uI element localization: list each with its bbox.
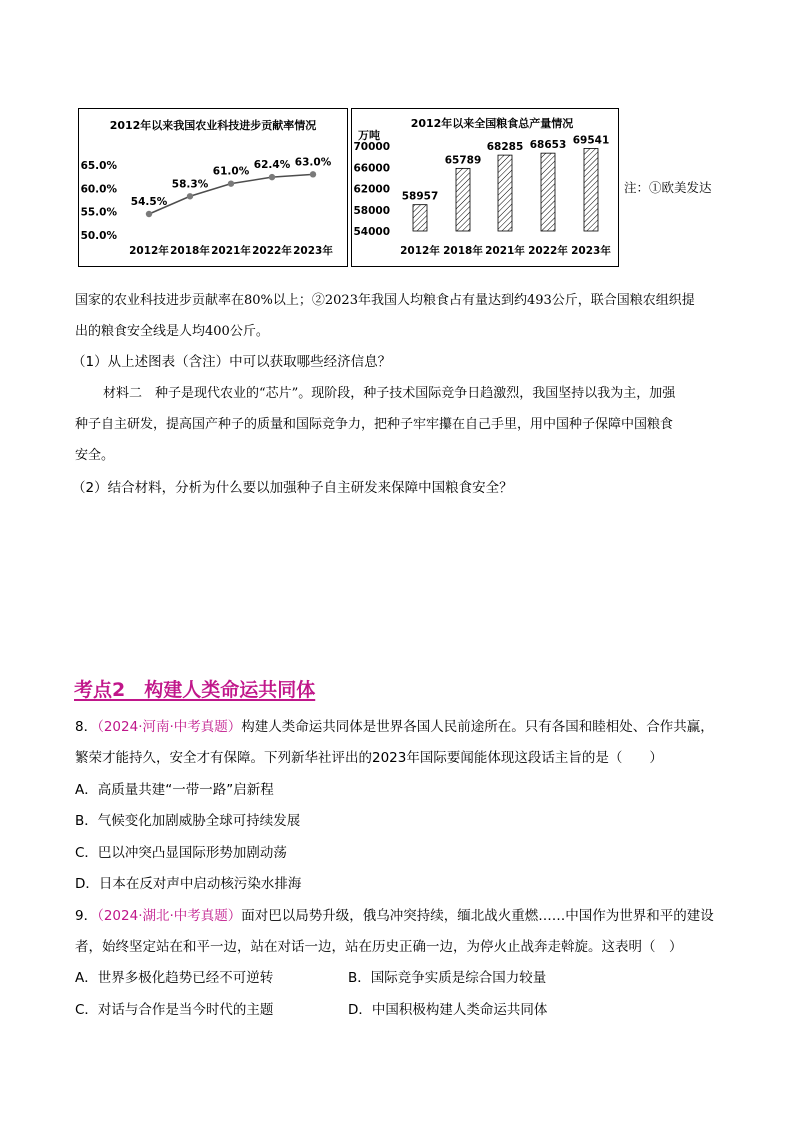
chart1-point <box>187 193 193 199</box>
chart1-xtick: 2022年 <box>252 245 292 257</box>
chart2-ytick: 62000 <box>353 183 390 196</box>
chart2-ytick: 66000 <box>353 162 390 175</box>
chart1-data-label: 63.0% <box>294 156 332 169</box>
chart2-data-label: 65789 <box>444 154 482 167</box>
chart1-ytick: 60.0% <box>80 183 117 196</box>
question-9-option-b[interactable]: B．国际竞争实质是综合国力较量 <box>348 970 547 986</box>
question-8-number: 8． <box>75 719 98 735</box>
question-8-option-a[interactable]: A．高质量共建“一带一路”启新程 <box>75 782 274 798</box>
question-8-option-d[interactable]: D．日本在反对声中启动核污染水排海 <box>75 876 302 892</box>
chart1-data-label: 62.4% <box>253 159 291 172</box>
note-line-2: 出的粮食安全线是人均400公斤。 <box>75 324 269 339</box>
chart1-xtick: 2021年 <box>211 245 251 257</box>
chart2-ytick: 70000 <box>353 141 390 153</box>
chart2-bar <box>584 148 598 231</box>
chart1-point <box>228 180 234 186</box>
material2-line-2: 种子自主研发，提高国产种子的质量和国际竞争力，把种子牢牢攥在自己手里，用中国种子保障中国粮食 <box>75 417 674 432</box>
chart1-point <box>310 171 316 177</box>
question-8-text-1: 构建人类命运共同体是世界各国人民前途所在。只有各国和睦相处、合作共赢， <box>241 719 714 735</box>
question-8-line-1 <box>75 715 714 735</box>
material2-line-1: 材料二 种子是现代农业的“芯片”。现阶段，种子技术国际竞争日趋激烈，我国坚持以我为主，加强 <box>103 386 676 401</box>
chart2-xtick: 2012年 <box>400 245 440 257</box>
chart2-ytick: 58000 <box>353 204 390 217</box>
grain-output-svg <box>352 109 618 266</box>
chart1-title: 2012年以来我国农业科技进步贡献率情况 <box>109 119 317 132</box>
chart2-xtick: 2023年 <box>571 245 611 257</box>
chart1-xtick: 2023年 <box>293 245 333 257</box>
chart2-xtick: 2018年 <box>443 245 483 257</box>
chart2-data-label: 69541 <box>572 134 610 147</box>
question-9-source: （2024·湖北·中考真题） <box>97 908 242 924</box>
note-line-1: 国家的农业科技进步贡献率在80%以上；②2023年我国人均粮食占有量达到约493公斤，联合国粮农组织提 <box>75 293 695 308</box>
chart1-data-label: 54.5% <box>130 196 168 208</box>
chart2-xtick: 2022年 <box>528 245 568 257</box>
chart2-ylabel: 万吨 <box>358 129 380 142</box>
question-1: （1）从上述图表（含注）中可以获取哪些经济信息？ <box>72 354 392 370</box>
question-8-option-b[interactable]: B．气候变化加剧威胁全球可持续发展 <box>75 813 301 829</box>
chart2-title: 2012年以来全国粮食总产量情况 <box>410 117 574 130</box>
question-9-option-d[interactable]: D．中国积极构建人类命运共同体 <box>348 1002 548 1018</box>
material2-line-3: 安全。 <box>75 448 115 463</box>
chart2-data-label: 68285 <box>486 141 524 154</box>
section-title: 考点2 构建人类命运共同体 <box>74 679 316 701</box>
question-9-option-a[interactable]: A．世界多极化趋势已经不可逆转 <box>75 970 274 986</box>
note-right: 注：①欧美发达 <box>624 180 712 195</box>
question-2: （2）结合材料，分析为什么要以加强种子自主研发来保障中国粮食安全？ <box>72 480 513 496</box>
chart2-bar <box>456 168 470 231</box>
question-9-text-1: 面对巴以局势升级，俄乌冲突持续，缅北战火重燃……中国作为世界和平的建设 <box>241 908 714 924</box>
question-9-line-2: 者，始终坚定站在和平一边，站在对话一边，站在历史正确一边，为停火止战奔走斡旋。这表明（ ） <box>75 939 683 955</box>
chart1-xtick: 2018年 <box>170 245 210 257</box>
chart1-ytick: 65.0% <box>80 160 117 172</box>
chart1-data-label: 61.0% <box>212 165 250 178</box>
question-9-number: 9． <box>75 908 98 924</box>
chart1-xtick: 2012年 <box>129 245 169 257</box>
chart2-xtick: 2021年 <box>485 245 525 257</box>
chart2-bar <box>498 155 512 231</box>
question-9-line-1 <box>75 904 714 924</box>
chart1-ytick: 50.0% <box>80 230 117 242</box>
chart1-ytick: 55.0% <box>80 206 117 219</box>
question-8-option-c[interactable]: C．巴以冲突凸显国际形势加剧动荡 <box>75 845 287 861</box>
chart1-point <box>146 211 152 217</box>
chart2-bar <box>541 153 555 231</box>
chart2-data-label: 58957 <box>401 190 439 203</box>
chart2-ytick: 54000 <box>353 226 390 238</box>
grain-output-chart <box>351 108 619 267</box>
chart1-point <box>269 174 275 180</box>
question-8-line-2: 繁荣才能持久，安全才有保障。下列新华社评出的2023年国际要闻能体现这段话主旨的是（ ） <box>75 750 663 766</box>
tech-contribution-svg <box>79 109 347 266</box>
chart2-data-label: 68653 <box>529 139 567 152</box>
chart2-bar <box>413 205 427 231</box>
question-8-source: （2024·河南·中考真题） <box>97 719 242 735</box>
chart1-data-label: 58.3% <box>171 178 209 191</box>
tech-contribution-chart <box>78 108 348 267</box>
question-9-option-c[interactable]: C．对话与合作是当今时代的主题 <box>75 1002 274 1018</box>
